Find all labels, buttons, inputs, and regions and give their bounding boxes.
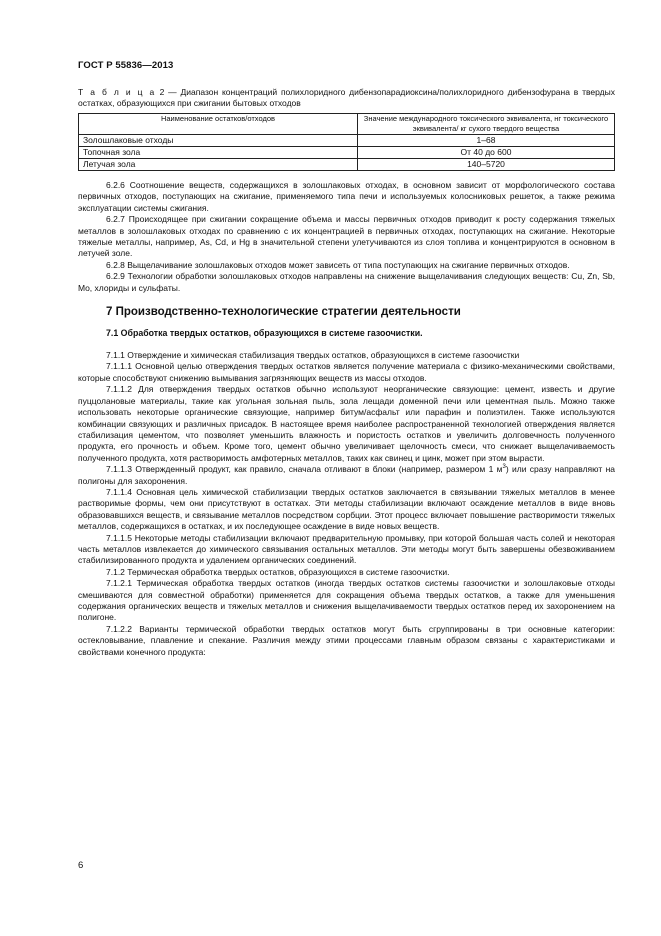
paragraph-7-1-2-1: 7.1.2.1 Термическая обработка твердых остатков (иногда твердых остатков системы газоочистки и золошлаковые отходы смешиваются для совместной обработки) применяется для сокращения объема твердых остатков, а также для уменьшения содержания органических веществ и тяжелых металлов и снижения выщелачиваемости твердых остатков перед их захоронением на полигоне. [78, 578, 615, 623]
table-header-row [79, 114, 615, 135]
row-name: Топочная зола [79, 147, 358, 159]
row-name: Золошлаковые отходы [79, 135, 358, 147]
paragraph-text: ) или сразу направляют на полигоны для захоронения. [78, 464, 615, 486]
paragraph-7-1-1-2: 7.1.1.2 Для отверждения твердых остатков обычно используют неорганические связующие: цемент, известь и другие пуццолановые материалы, такие как угольная зольная пыль, зола лещади доменной печи или цементная пыль. Можно также использовать некоторые органические связующие, например битум/асфальт или парафин и полиэтилен. Также используются комбинации связующих и различных присадок. В настоящее время наиболее распространенной технологией отверждения является стабилизация цементом, что позволяет уменьшить влажность и пористость остатков и увеличить долговечность полученного продукта, его прочность и объем. Кроме того, цемент обычно увеличивает щелочность смеси, что снижает выщелачиваемость полученного продукта, хотя растворимость амфотерных металлов, таких как свинец и цинк, может при этом вырасти. [78, 384, 615, 463]
row-value: 1–68 [358, 135, 615, 147]
paragraph-7-1-1-5: 7.1.1.5 Некоторые методы стабилизации включают предварительную промывку, при которой большая часть солей и некоторая часть металлов извлекается до химического связывания остальных металлов. Эти методы могут быть завершены обезвоживанием стабилизированного продукта и удалением органических соединений. [78, 532, 615, 566]
standard-header: ГОСТ Р 55836—2013 [78, 60, 174, 71]
table-row [79, 147, 615, 159]
section-title: 7 Производственно-технологические стратегии деятельности [106, 306, 461, 319]
table-caption-text: 2 — Диапазон концентраций полихлоридного дибензопарадиоксина/полихлоридного дибензофурана в твердых остатках, образующихся при сжигании бытовых отходов [78, 87, 615, 108]
table-caption [78, 87, 615, 109]
concentration-table [78, 113, 615, 171]
paragraph-7-1-1-1: 7.1.1.1 Основной целью отверждения твердых остатков является получение материала с физико-механическими свойствами, которые способствуют снижению вымывания загрязняющих веществ из массы отходов. [78, 361, 615, 383]
paragraph-6-2-6: 6.2.6 Соотношение веществ, содержащихся в золошлаковых отходах, в основном зависит от морфологического состава первичных отходов, поступающих на сжигание, применяемого типа печи и используемых колосниковых решеток, а также режима эксплуатации системы сжигания. [78, 180, 615, 213]
page-number: 6 [78, 860, 84, 871]
row-value: 140–5720 [358, 159, 615, 171]
paragraph-7-1-2-2: 7.1.2.2 Варианты термической обработки твердых остатков могут быть сгруппированы в три основные категории: остекловывание, плавление и спекание. Различия между этими процессами главным образом связаны с характеристиками и свойствами конечного продукта: [78, 623, 615, 657]
paragraph-7-1-1-4: 7.1.1.4 Основная цель химической стабилизации твердых остатков заключается в связывании тяжелых металлов в менее растворимые формы, чем они присутствуют в остатках. Эти методы стабилизации включают осаждение металлов в виде вновь образовавшихся веществ, и связывание металлов посредством сорбции. Этот процесс включает повышение растворимости тяжелых металлов, содержащихся в остатках, и их последующее осаждение в виде новых веществ. [78, 486, 615, 532]
paragraph-6-2-8: 6.2.8 Выщелачивание золошлаковых отходов может зависеть от типа поступающих на сжигание первичных отходов. [106, 259, 570, 270]
paragraph-text: 7.1.1.3 Отвержденный продукт, как правило, сначала отливают в блоки (например, размером 1 м [106, 464, 503, 475]
table-header-value: Значение международного токсического эквивалента, нг токсического эквивалента/ кг сухого твердого вещества [358, 114, 615, 135]
paragraph-6-2-7: 6.2.7 Происходящее при сжигании сокращение объема и массы первичных отходов приводит к росту содержания тяжелых металлов в золошлаковых отходах по сравнению с их концентрацией в первичных отходах, поступающих на сжигание. Некоторые тяжелые металлы, например, As, Cd, и Hg в значительной степени улетучиваются из слоя топлива и концентрируются в основном в летучей золе. [78, 214, 615, 259]
subsection-title: 7.1 Обработка твердых остатков, образующихся в системе газоочистки. [106, 328, 423, 339]
paragraph-6-2-9: 6.2.9 Технологии обработки золошлаковых отходов направлены на снижение выщелачивания следующих веществ: Cu, Zn, Sb, Mo, хлориды и сульфаты. [78, 271, 615, 293]
table-row [79, 135, 615, 147]
table-header-name: Наименование остатков/отходов [79, 114, 358, 135]
paragraph-7-1-2: 7.1.2 Термическая обработка твердых остатков, образующихся в системе газоочистки. [106, 566, 450, 577]
paragraph-7-1-1: 7.1.1 Отверждение и химическая стабилизация твердых остатков, образующихся в системе газоочистки [106, 350, 520, 361]
row-value: От 40 до 600 [358, 147, 615, 159]
table-row [79, 159, 615, 171]
table-caption-word: Т а б л и ц а [78, 87, 156, 97]
document-page [78, 60, 615, 658]
row-name: Летучая зола [79, 159, 358, 171]
superscript: 3 [502, 464, 506, 471]
paragraph-7-1-1-3 [78, 464, 615, 487]
